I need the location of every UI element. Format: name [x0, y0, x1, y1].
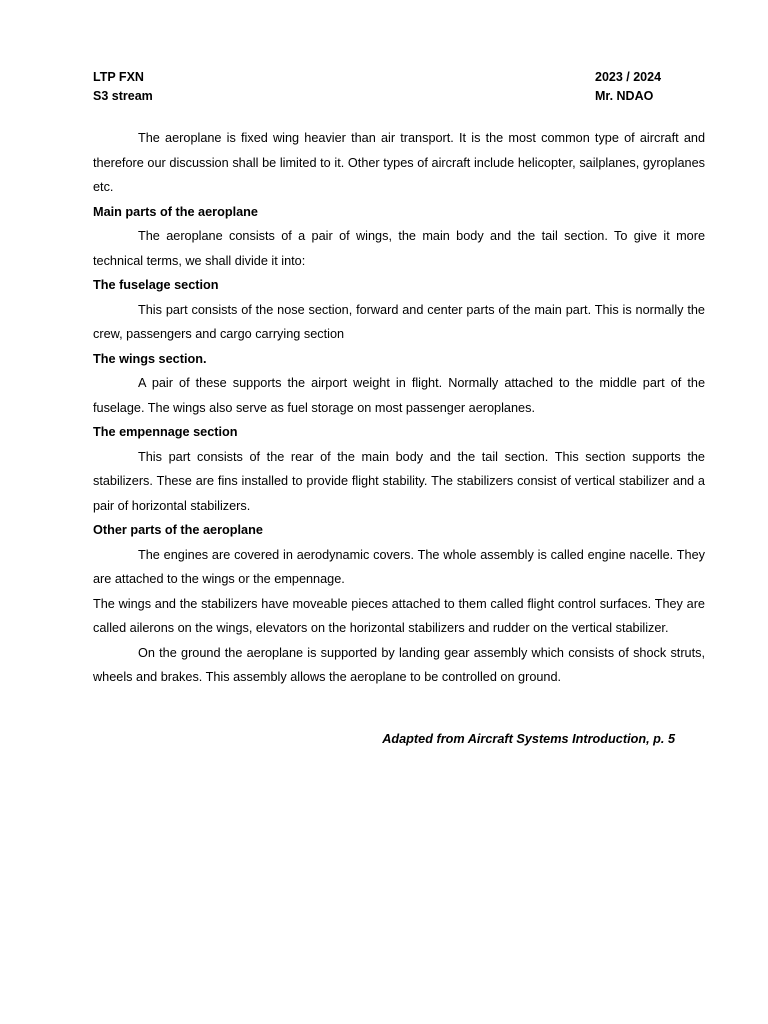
heading-empennage: The empennage section — [93, 425, 238, 439]
main-parts-paragraph: The aeroplane consists of a pair of wings, the main body and the tail section. To give it more technical terms, we shall divide it into: — [93, 229, 705, 268]
engines-paragraph: The engines are covered in aerodynamic covers. The whole assembly is called engine nacelle. They are attached to the wings or the empennage. — [93, 547, 705, 586]
heading-other-parts: Other parts of the aeroplane — [93, 523, 263, 537]
heading-fuselage: The fuselage section — [93, 278, 219, 292]
intro-paragraph: The aeroplane is fixed wing heavier than air transport. It is the most common type of aircraft and therefore our discussion shall be limited to it. Other types of aircraft include helicopter, sailplanes, gyroplanes etc. — [93, 131, 705, 194]
teacher-name: Mr. NDAO — [595, 89, 654, 103]
fuselage-paragraph: This part consists of the nose section, forward and center parts of the main part. This is normally the crew, passengers and cargo carrying section — [93, 302, 705, 341]
wings-paragraph: A pair of these supports the airport weight in flight. Normally attached to the middle part of the fuselage. The wings also serve as fuel storage on most passenger aeroplanes. — [93, 376, 705, 415]
empennage-paragraph: This part consists of the rear of the main body and the tail section. This section supports the stabilizers. These are fins installed to provide flight stability. The stabilizers consist of vertical stabilizer and a pair of horizontal stabilizers. — [93, 449, 705, 513]
source-citation: Adapted from Aircraft Systems Introduction, p. 5 — [382, 732, 675, 746]
course-code: LTP FXN — [93, 70, 144, 84]
landing-gear-paragraph: On the ground the aeroplane is supported by landing gear assembly which consists of shock struts, wheels and brakes. This assembly allows the aeroplane to be controlled on ground. — [93, 645, 705, 684]
stream-label: S3 stream — [93, 89, 153, 103]
heading-main-parts: Main parts of the aeroplane — [93, 204, 258, 219]
control-surfaces-paragraph: The wings and the stabilizers have moveable pieces attached to them called flight control surfaces. They are called ailerons on the wings, elevators on the horizontal stabilizers and rudder on the vertical stabilizer. — [93, 596, 705, 635]
document-header — [93, 68, 705, 106]
school-year: 2023 / 2024 — [595, 70, 662, 84]
header-row-top — [93, 68, 705, 87]
document-body — [93, 126, 705, 690]
header-row-bottom — [93, 87, 705, 106]
heading-wings: The wings section. — [93, 351, 207, 366]
